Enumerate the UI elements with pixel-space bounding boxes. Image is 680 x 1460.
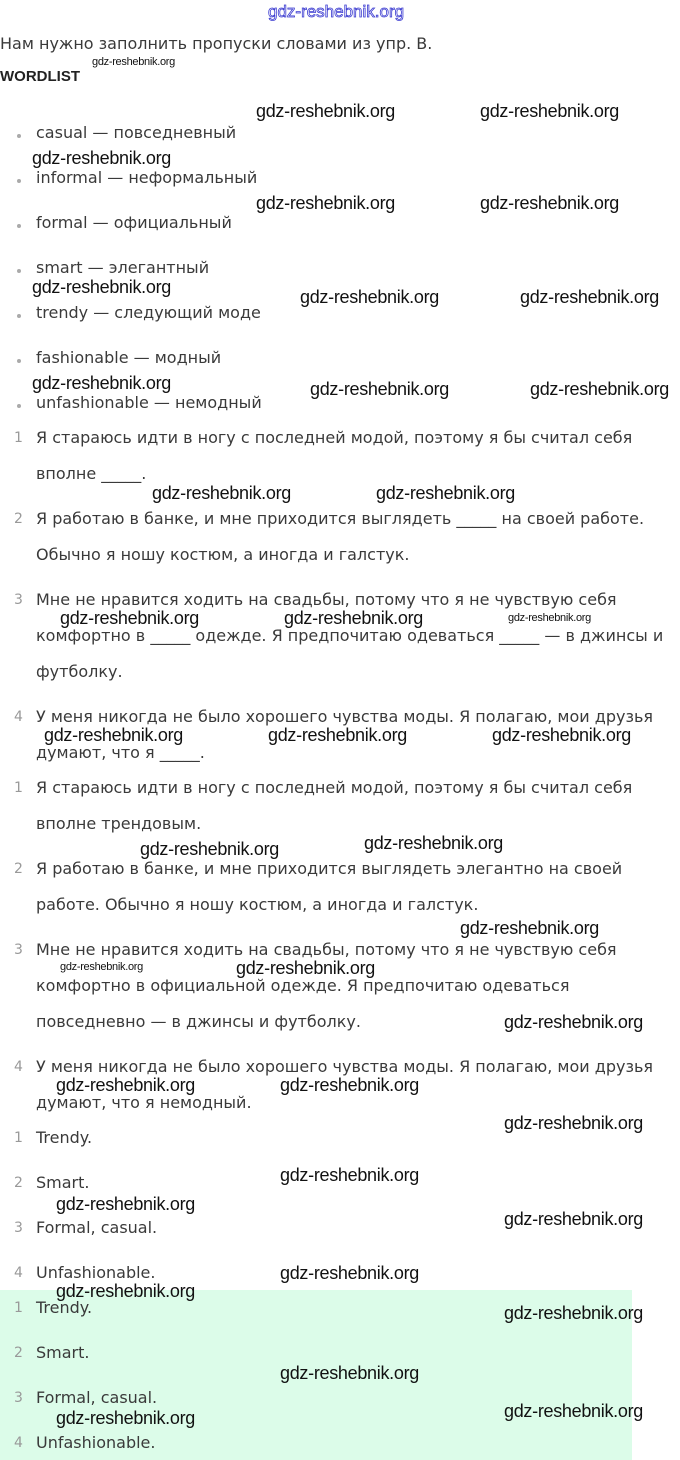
wordlist-title: WORDLIST bbox=[0, 68, 80, 85]
watermark-text: gdz-reshebnik.org bbox=[284, 608, 423, 628]
short-answer: Formal, casual. bbox=[36, 1218, 158, 1237]
wordlist-item: formal — официальный bbox=[36, 213, 232, 232]
question-line: вполне _____. bbox=[36, 464, 147, 483]
bullet-icon bbox=[17, 269, 21, 273]
answer-number: 1 bbox=[14, 1300, 23, 1316]
bullet-icon bbox=[17, 134, 21, 138]
question-line: Я стараюсь идти в ногу с последней модой, поэтому я бы считал себя bbox=[36, 428, 633, 447]
watermark-text: gdz-reshebnik.org bbox=[280, 1363, 419, 1383]
answer-number: 4 bbox=[14, 1265, 23, 1281]
answer-line: Я работаю в банке, и мне приходится выглядеть элегантно на своей bbox=[36, 859, 623, 878]
question-number: 1 bbox=[14, 430, 23, 446]
watermark-text: gdz-reshebnik.org bbox=[256, 101, 395, 121]
watermark-text: gdz-reshebnik.org bbox=[56, 1281, 195, 1301]
answer-line: повседневно — в джинсы и футболку. bbox=[36, 1012, 361, 1031]
watermark-text: gdz-reshebnik.org bbox=[56, 1194, 195, 1214]
watermark-text: gdz-reshebnik.org bbox=[300, 287, 439, 307]
watermark-text: gdz-reshebnik.org bbox=[268, 725, 407, 745]
wordlist-item: trendy — следующий моде bbox=[36, 303, 261, 322]
bullet-icon bbox=[17, 224, 21, 228]
watermark-text: gdz-reshebnik.org bbox=[480, 193, 619, 213]
answer-number: 4 bbox=[14, 1059, 23, 1075]
answer-number: 3 bbox=[14, 1390, 23, 1406]
question-line: футболку. bbox=[36, 662, 123, 681]
answer-number: 2 bbox=[14, 861, 23, 877]
watermark-text: gdz-reshebnik.org bbox=[236, 958, 375, 978]
wordlist-item: casual — повседневный bbox=[36, 123, 237, 142]
short-answer: Trendy. bbox=[36, 1128, 93, 1147]
answer-line: У меня никогда не было хорошего чувства моды. Я полагаю, мои друзья bbox=[36, 1057, 653, 1076]
short-answer: Smart. bbox=[36, 1173, 90, 1192]
watermark-text: gdz-reshebnik.org bbox=[56, 1075, 195, 1095]
answer-line: Мне не нравится ходить на свадьбы, потому что я не чувствую себя bbox=[36, 940, 617, 959]
answer-number: 3 bbox=[14, 942, 23, 958]
watermark-text: gdz-reshebnik.org bbox=[152, 483, 291, 503]
answer-number: 2 bbox=[14, 1175, 23, 1191]
watermark-text: gdz-reshebnik.org bbox=[32, 373, 171, 393]
highlighted-answer: Smart. bbox=[36, 1343, 90, 1362]
answer-number: 1 bbox=[14, 780, 23, 796]
question-number: 4 bbox=[14, 709, 23, 725]
answer-line: вполне трендовым. bbox=[36, 814, 202, 833]
watermark-text: gdz-reshebnik.org bbox=[140, 839, 279, 859]
watermark-text: gdz-reshebnik.org bbox=[60, 961, 143, 973]
header-watermark: gdz-reshebnik.org bbox=[268, 2, 405, 21]
question-line: комфортно в _____ одежде. Я предпочитаю одеваться _____ — в джинсы и bbox=[36, 626, 664, 645]
watermark-text: gdz-reshebnik.org bbox=[280, 1263, 419, 1283]
watermark-text: gdz-reshebnik.org bbox=[376, 483, 515, 503]
answer-line: думают, что я немодный. bbox=[36, 1093, 252, 1112]
watermark-text: gdz-reshebnik.org bbox=[256, 193, 395, 213]
watermark-text: gdz-reshebnik.org bbox=[44, 725, 183, 745]
short-answer: Unfashionable. bbox=[36, 1263, 156, 1282]
watermark-text: gdz-reshebnik.org bbox=[520, 287, 659, 307]
bullet-icon bbox=[17, 179, 21, 183]
watermark-text: gdz-reshebnik.org bbox=[56, 1408, 195, 1428]
watermark-text: gdz-reshebnik.org bbox=[504, 1012, 643, 1032]
answer-number: 1 bbox=[14, 1130, 23, 1146]
answer-number: 4 bbox=[14, 1435, 23, 1451]
wordlist-item: fashionable — модный bbox=[36, 348, 222, 367]
watermark-text: gdz-reshebnik.org bbox=[492, 725, 631, 745]
watermark-text: gdz-reshebnik.org bbox=[92, 56, 175, 68]
watermark-text: gdz-reshebnik.org bbox=[504, 1401, 643, 1421]
watermark-text: gdz-reshebnik.org bbox=[504, 1113, 643, 1133]
watermark-text: gdz-reshebnik.org bbox=[60, 608, 199, 628]
bullet-icon bbox=[17, 404, 21, 408]
bullet-icon bbox=[17, 314, 21, 318]
wordlist-item: smart — элегантный bbox=[36, 258, 210, 277]
highlighted-answer: Unfashionable. bbox=[36, 1433, 156, 1452]
highlighted-answer: Trendy. bbox=[36, 1298, 93, 1317]
question-line: Обычно я ношу костюм, а иногда и галстук. bbox=[36, 545, 410, 564]
answer-number: 2 bbox=[14, 1345, 23, 1361]
wordlist-item: unfashionable — немодный bbox=[36, 393, 262, 412]
watermark-text: gdz-reshebnik.org bbox=[504, 1209, 643, 1229]
question-line: Я работаю в банке, и мне приходится выглядеть _____ на своей работе. bbox=[36, 509, 645, 528]
question-line: думают, что я _____. bbox=[36, 743, 205, 762]
question-number: 3 bbox=[14, 592, 23, 608]
watermark-text: gdz-reshebnik.org bbox=[280, 1165, 419, 1185]
watermark-text: gdz-reshebnik.org bbox=[480, 101, 619, 121]
watermark-text: gdz-reshebnik.org bbox=[504, 1303, 643, 1323]
watermark-text: gdz-reshebnik.org bbox=[32, 277, 171, 297]
bullet-icon bbox=[17, 359, 21, 363]
watermark-text: gdz-reshebnik.org bbox=[508, 612, 591, 624]
question-number: 2 bbox=[14, 511, 23, 527]
answer-number: 3 bbox=[14, 1220, 23, 1236]
watermark-text: gdz-reshebnik.org bbox=[530, 379, 669, 399]
answer-line: Я стараюсь идти в ногу с последней модой, поэтому я бы считал себя bbox=[36, 778, 633, 797]
answer-line: работе. Обычно я ношу костюм, а иногда и галстук. bbox=[36, 895, 479, 914]
watermark-text: gdz-reshebnik.org bbox=[310, 379, 449, 399]
question-line: У меня никогда не было хорошего чувства моды. Я полагаю, мои друзья bbox=[36, 707, 653, 726]
watermark-text: gdz-reshebnik.org bbox=[364, 833, 503, 853]
highlighted-answer: Formal, casual. bbox=[36, 1388, 158, 1407]
watermark-text: gdz-reshebnik.org bbox=[32, 148, 171, 168]
answer-line: комфортно в официальной одежде. Я предпочитаю одеваться bbox=[36, 976, 570, 995]
watermark-text: gdz-reshebnik.org bbox=[460, 918, 599, 938]
intro-text: Нам нужно заполнить пропуски словами из упр. B. bbox=[0, 34, 433, 53]
wordlist-item: informal — неформальный bbox=[36, 168, 258, 187]
question-line: Мне не нравится ходить на свадьбы, потому что я не чувствую себя bbox=[36, 590, 617, 609]
watermark-text: gdz-reshebnik.org bbox=[280, 1075, 419, 1095]
